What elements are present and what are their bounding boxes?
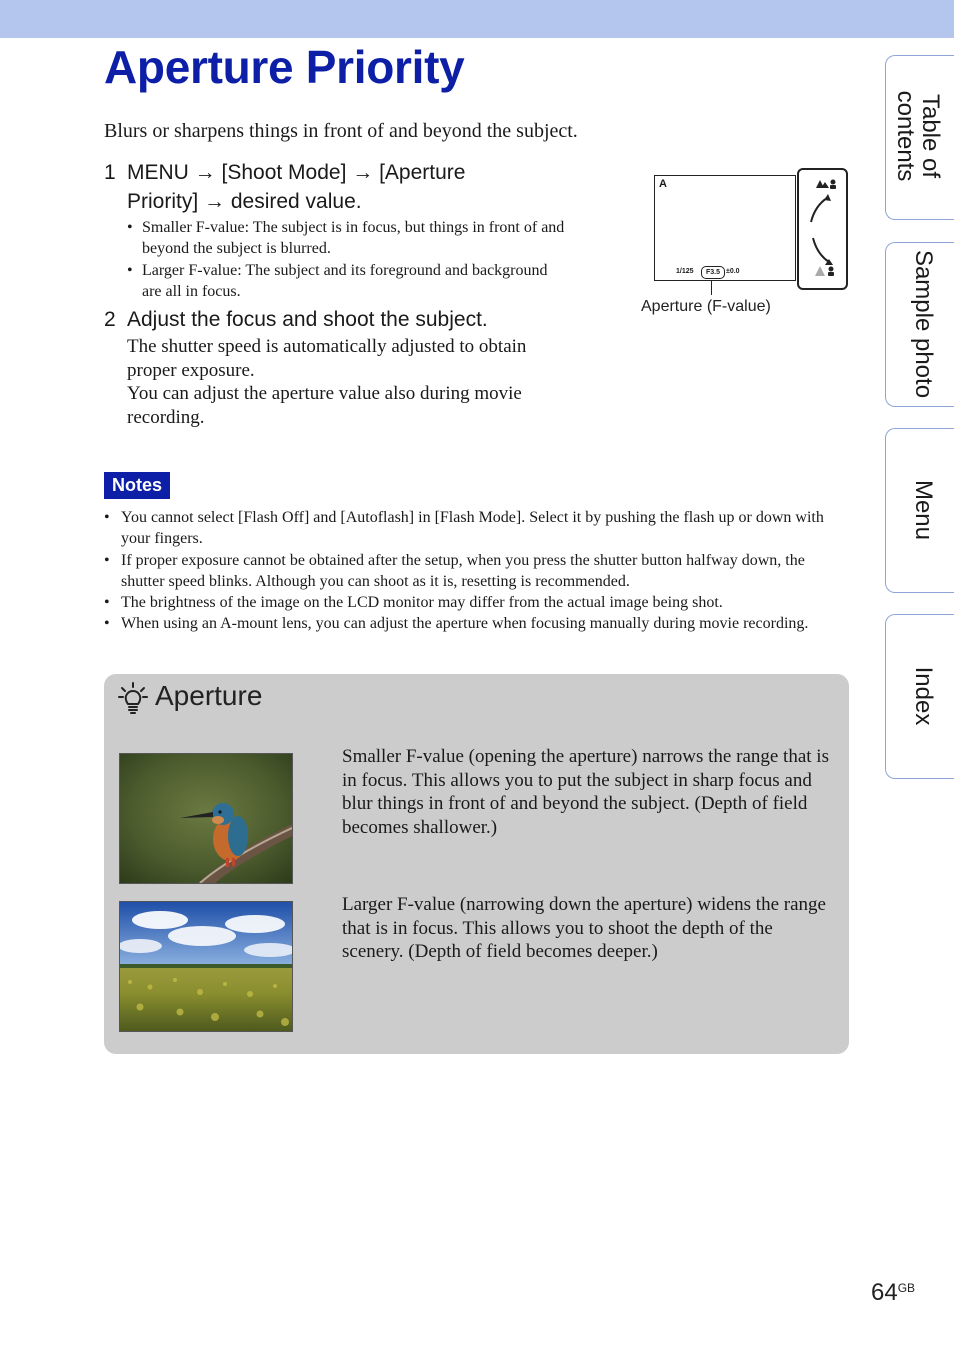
step-2-paragraph: You can adjust the aperture value also during movie recording. — [127, 383, 522, 428]
tab-table-of-contents[interactable] — [885, 55, 954, 220]
lcd-exposure-value: ±0.0 — [726, 268, 740, 275]
tip-text: Larger F-value (narrowing down the aperture) widens the range that is in focus. This allows you to shoot the depth of the scenery. (Depth of field becomes deeper.) — [342, 894, 826, 962]
list-item: • When using an A-mount lens, you can adjust the aperture when focusing manually during movie recording. — [104, 613, 852, 634]
tab-label: Table of contents — [892, 90, 944, 182]
page-number-suffix: GB — [897, 1281, 916, 1295]
tab-label: Sample photo — [910, 249, 937, 399]
step-number: 2 — [104, 308, 116, 331]
notes-list — [104, 507, 852, 635]
page-number: $64^{GB}$ — [871, 1279, 916, 1306]
step-text: MENU → [Shoot Mode] → [Aperture Priority] → desired value. — [127, 161, 466, 213]
list-item: • You cannot select [Flash Off] and [Autoflash] in [Flash Mode]. Select it by pushing the flash up or down with your fingers. — [104, 507, 852, 550]
top-banner — [0, 0, 954, 38]
arrow-down-icon — [813, 238, 829, 262]
aperture-tip-box — [104, 674, 849, 1054]
step-1-bullets — [127, 217, 567, 303]
sharp-background-icon — [816, 180, 836, 190]
list-item: • If proper exposure cannot be obtained after the setup, when you press the shutter button halfway down, the shutter speed blinks. Although you can shoot as it is, resetting is recommended. — [104, 550, 852, 593]
step-2 — [104, 305, 574, 334]
tab-index[interactable] — [885, 614, 954, 779]
lcd-fvalue: F3.5 — [701, 266, 725, 279]
blurred-background-icon — [815, 266, 834, 276]
step-2-paragraph: The shutter speed is automatically adjusted to obtain proper exposure. — [127, 336, 527, 381]
lightbulb-icon — [118, 682, 148, 716]
field-landscape-photo — [119, 901, 293, 1032]
tab-label: Menu — [910, 479, 937, 541]
tab-menu[interactable] — [885, 428, 954, 593]
lcd-shutter-speed: 1/125 — [676, 268, 694, 275]
notes-label: Notes — [104, 472, 170, 499]
step-1 — [104, 158, 534, 216]
tab-label: Index — [910, 666, 937, 726]
tip-text: Smaller F-value (opening the aperture) narrows the range that is in focus. This allows you to put the subject in sharp focus and blur things in front of and beyond the subject. (Depth of field becomes shallower.) — [342, 746, 829, 838]
list-item: • Larger F-value: The subject and its foreground and background are all in focus. — [127, 260, 567, 302]
page-title: Aperture Priority — [104, 41, 465, 93]
intro-text: Blurs or sharpens things in front of and beyond the subject. — [104, 120, 578, 142]
diagram-caption: Aperture (F-value) — [641, 298, 771, 315]
lcd-mode-indicator: A — [659, 178, 667, 190]
lcd-screen-diagram — [654, 175, 796, 281]
tip-title: Aperture — [155, 680, 263, 711]
list-item: • Smaller F-value: The subject is in focus, but things in front of and beyond the subject is blurred. — [127, 217, 567, 259]
step-text: Adjust the focus and shoot the subject. — [127, 308, 488, 331]
control-dial-diagram — [797, 168, 848, 290]
list-item: • The brightness of the image on the LCD monitor may differ from the actual image being shot. — [104, 592, 852, 613]
arrow-up-icon — [811, 198, 827, 222]
tab-sample-photo[interactable] — [885, 242, 954, 407]
caption-pointer-line — [711, 280, 712, 295]
kingfisher-photo — [119, 753, 293, 884]
step-number: 1 — [104, 161, 116, 184]
